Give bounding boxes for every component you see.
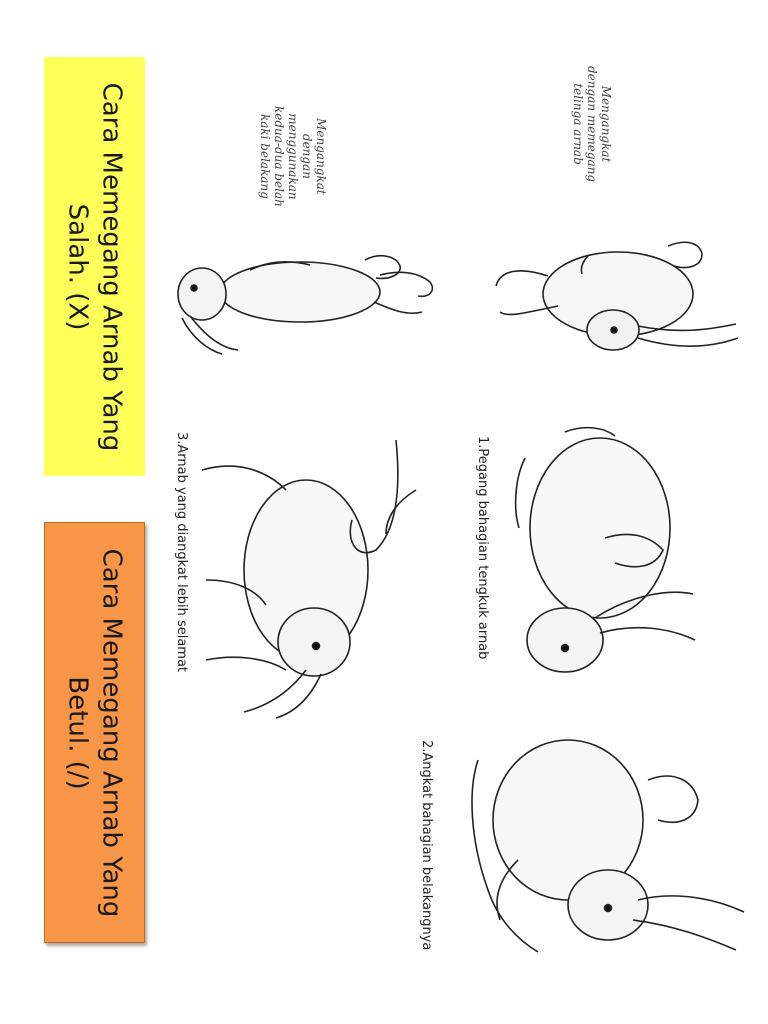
step-2-caption: 2.Angkat bahagian belakangnya xyxy=(419,740,434,951)
wrong-method-title-box xyxy=(44,57,145,476)
rabbit-held-by-ears-illustration xyxy=(488,226,746,352)
step-1-caption: 1.Pegang bahagian tengkuk arnab xyxy=(475,436,490,660)
right-title-line1: Cara Memegang Arnab Yang xyxy=(96,548,127,917)
right-title-line2: Betul. (/) xyxy=(62,675,93,790)
step-3-caption: 3.Arnab yang diangkat lebih selamat xyxy=(174,432,189,673)
step-2-illustration xyxy=(458,730,748,956)
right-method-title-box xyxy=(44,522,145,943)
step-3-illustration xyxy=(196,430,432,720)
rabbit-held-by-hind-legs-illustration xyxy=(160,230,446,356)
wrong-title-line1: Cara Memegang Arnab Yang xyxy=(96,82,127,451)
caption-lift-by-ears: Mengangkat dengan memegang telinga arnab xyxy=(571,66,613,183)
wrong-title-line2: Salah. (X) xyxy=(62,203,93,330)
step-1-illustration xyxy=(505,418,698,680)
caption-lift-by-hind-legs: Mengangkat dengan menggunakan kedua-dua belah kaki belakang xyxy=(258,106,328,207)
